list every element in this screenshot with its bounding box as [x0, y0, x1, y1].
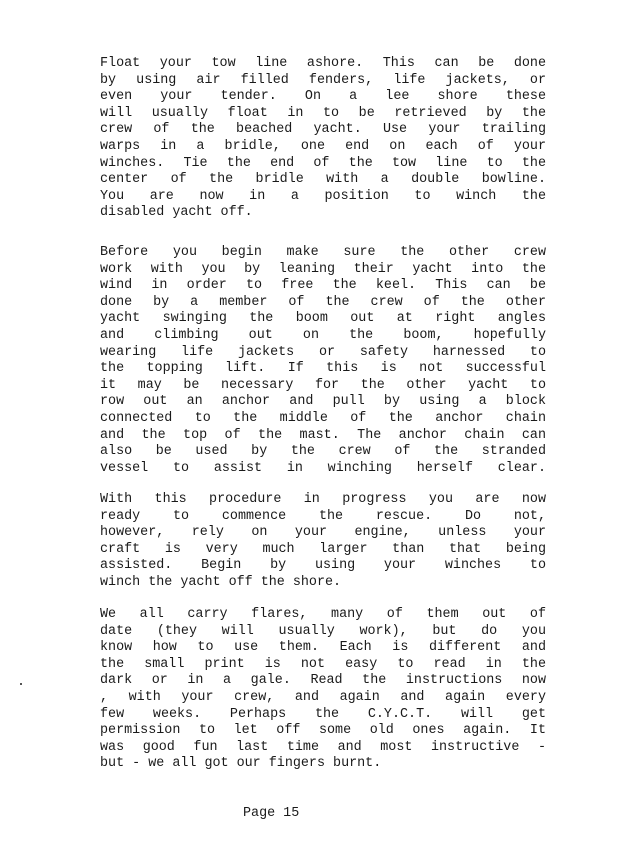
- text-line: it may be necessary for the other yacht to: [100, 377, 546, 393]
- text-line: We all carry flares, many of them out of: [100, 607, 546, 622]
- text-line: dark or in a gale. Read the instructions now: [100, 673, 546, 689]
- text-line: also be used by the crew of the stranded: [100, 444, 546, 460]
- text-line: permission to let off some old ones again. It: [100, 723, 546, 739]
- text-line: winches. Tie the end of the tow line to the: [100, 155, 546, 171]
- text-line: however, rely on your engine, unless your: [100, 525, 546, 541]
- text-line: With this procedure in progress you are now: [100, 492, 546, 507]
- text-line: Float your tow line ashore. This can be done: [100, 56, 546, 71]
- text-line: Before you begin make sure the other crew: [100, 245, 546, 260]
- text-line: warps in a bridle, one end on each of your: [100, 138, 546, 154]
- text-line: yacht swinging the boom out at right angles: [100, 311, 546, 327]
- text-line: work with you by leaning their yacht into the: [100, 261, 546, 277]
- text-line: center of the bridle with a double bowline.: [100, 172, 546, 188]
- page-number: Page 15: [243, 806, 300, 821]
- text-line: few weeks. Perhaps the C.Y.C.T. will get: [100, 706, 546, 722]
- text-line: craft is very much larger than that being: [100, 541, 546, 557]
- text-line: assisted. Begin by using your winches to: [100, 558, 546, 574]
- text-line: will usually float in to be retrieved by the: [100, 105, 546, 121]
- text-line: was good fun last time and most instructive -: [100, 739, 546, 755]
- text-line: wind in order to free the keel. This can be: [100, 278, 546, 294]
- text-line: row out an anchor and pull by using a block: [100, 394, 546, 410]
- text-line: ready to commence the rescue. Do not,: [100, 508, 546, 524]
- text-line: the topping lift. If this is not successful: [100, 361, 546, 377]
- text-line: disabled yacht off.: [100, 205, 253, 221]
- text-line: vessel to assist in winching herself clear.: [100, 460, 546, 476]
- text-line: know how to use them. Each is different and: [100, 640, 546, 656]
- text-line: even your tender. On a lee shore these: [100, 89, 546, 105]
- text-line: winch the yacht off the shore.: [100, 574, 342, 590]
- paragraph-flares: [100, 607, 546, 773]
- text-line: done by a member of the crew of the other: [100, 294, 546, 310]
- paragraph-procedure: [100, 492, 546, 592]
- paragraph-before-you-begin: [100, 245, 546, 477]
- text-line: , with your crew, and again and again every: [100, 689, 546, 705]
- text-line: by using air filled fenders, life jackets, or: [100, 72, 546, 88]
- text-line: date (they will usually work), but do you: [100, 623, 546, 639]
- paragraph-tow-line: [100, 56, 546, 222]
- text-line: crew of the beached yacht. Use your trailing: [100, 122, 546, 138]
- text-line: and climbing out on the boom, hopefully: [100, 327, 546, 343]
- text-line: wearing life jackets or safety harnessed to: [100, 344, 546, 360]
- text-line: and the top of the mast. The anchor chain can: [100, 427, 546, 443]
- text-line: the small print is not easy to read in the: [100, 656, 546, 672]
- text-line: connected to the middle of the anchor chain: [100, 410, 546, 426]
- text-line: You are now in a position to winch the: [100, 188, 546, 204]
- scan-speck: [20, 683, 22, 685]
- text-line: but - we all got our fingers burnt.: [100, 756, 382, 772]
